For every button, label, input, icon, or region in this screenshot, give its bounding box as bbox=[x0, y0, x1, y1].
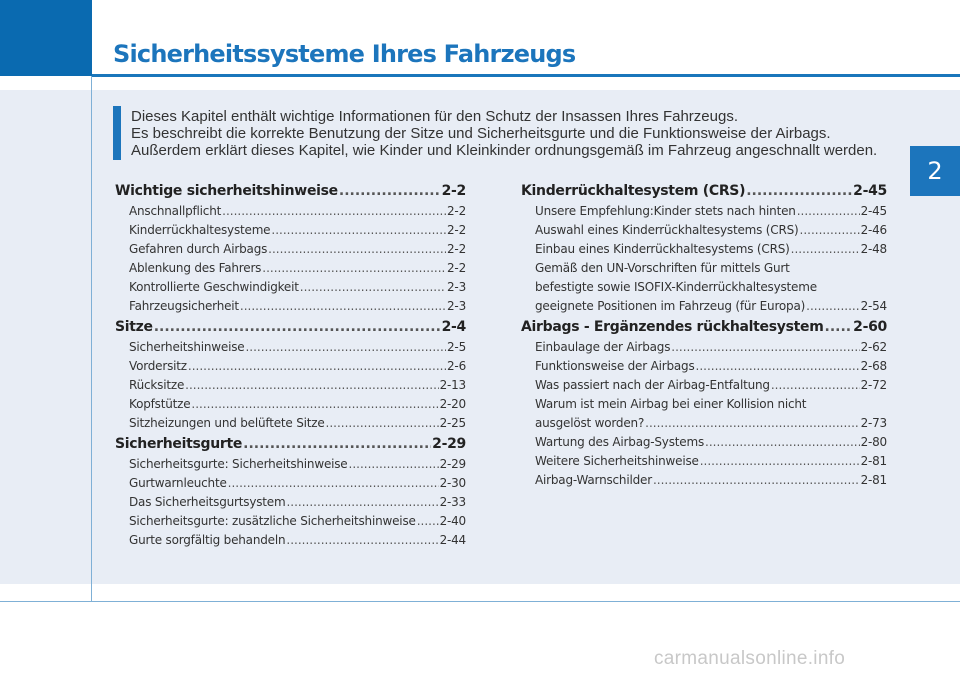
toc-item-title: Kontrollierte Geschwindigkeit bbox=[129, 280, 299, 294]
toc-page: 2-33 bbox=[439, 495, 466, 509]
left-margin-line bbox=[91, 76, 92, 602]
toc-page: 2-29 bbox=[432, 436, 466, 452]
leader-dots bbox=[797, 202, 860, 221]
toc-item[interactable] bbox=[521, 202, 887, 221]
toc-item-title: Rücksitze bbox=[129, 378, 185, 392]
leader-dots bbox=[349, 455, 439, 474]
toc-item[interactable] bbox=[115, 455, 466, 474]
toc-item-title: Unsere Empfehlung:Kinder stets nach hinten bbox=[535, 204, 796, 218]
toc-section-title: Airbags - Ergänzendes rückhaltesystem bbox=[521, 319, 824, 335]
toc-item[interactable] bbox=[521, 357, 887, 376]
leader-dots bbox=[185, 376, 438, 395]
toc-item-title: Gurte sorgfältig behandeln bbox=[129, 533, 286, 547]
toc-section-title: Sicherheitsgurte bbox=[115, 436, 243, 452]
page-title: Sicherheitssysteme Ihres Fahrzeugs bbox=[113, 40, 576, 68]
toc-page: 2-45 bbox=[853, 183, 887, 199]
toc-section[interactable] bbox=[115, 180, 466, 202]
toc-page: 2-4 bbox=[441, 319, 466, 335]
toc-column-right bbox=[521, 180, 887, 490]
toc-item-title: Auswahl eines Kinderrückhaltesystems (CRS) bbox=[535, 223, 799, 237]
toc-item-line[interactable]: Warum ist mein Airbag bei einer Kollision nicht bbox=[535, 397, 807, 411]
toc-item[interactable] bbox=[115, 240, 466, 259]
toc-page: 2-6 bbox=[447, 359, 466, 373]
toc-item[interactable] bbox=[115, 512, 466, 531]
toc-page: 2-73 bbox=[860, 416, 887, 430]
toc-item[interactable] bbox=[115, 278, 466, 297]
toc-item-title: Sicherheitshinweise bbox=[129, 340, 245, 354]
toc-item[interactable] bbox=[521, 221, 887, 240]
toc-section[interactable] bbox=[115, 433, 466, 455]
toc-item-title: Kinderrückhaltesysteme bbox=[129, 223, 271, 237]
toc-page: 2-54 bbox=[860, 299, 887, 313]
leader-dots bbox=[705, 433, 860, 452]
watermark: carmanualsonline.info bbox=[654, 648, 846, 669]
toc-item-title: ausgelöst worden? bbox=[535, 416, 645, 430]
toc-item-title: Weitere Sicherheitshinweise bbox=[535, 454, 699, 468]
toc-item[interactable] bbox=[115, 395, 466, 414]
intro-accent-bar bbox=[113, 106, 121, 160]
toc-item[interactable] bbox=[521, 240, 887, 259]
leader-dots bbox=[268, 240, 446, 259]
toc-page: 2-2 bbox=[447, 204, 466, 218]
toc-page: 2-80 bbox=[860, 435, 887, 449]
toc-item[interactable] bbox=[115, 357, 466, 376]
toc-section-title: Sitze bbox=[115, 319, 153, 335]
leader-dots bbox=[825, 316, 853, 338]
toc-item-title: Anschnallpflicht bbox=[129, 204, 222, 218]
toc-item-title: Sicherheitsgurte: zusätzliche Sicherheitshinweise bbox=[129, 514, 416, 528]
toc-page: 2-25 bbox=[439, 416, 466, 430]
toc-page: 2-48 bbox=[860, 242, 887, 256]
leader-dots bbox=[286, 493, 438, 512]
toc-page: 2-81 bbox=[860, 454, 887, 468]
footer-rule bbox=[0, 601, 960, 602]
leader-dots bbox=[154, 316, 441, 338]
toc-item[interactable] bbox=[521, 471, 887, 490]
leader-dots bbox=[653, 471, 860, 490]
toc-item-title: Funktionsweise der Airbags bbox=[535, 359, 695, 373]
toc-item-title: Das Sicherheitsgurtsystem bbox=[129, 495, 286, 509]
toc-page: 2-81 bbox=[860, 473, 887, 487]
toc-section-title: Wichtige sicherheitshinweise bbox=[115, 183, 338, 199]
leader-dots bbox=[240, 297, 446, 316]
toc-page: 2-3 bbox=[447, 280, 466, 294]
leader-dots bbox=[671, 338, 859, 357]
toc-page: 2-72 bbox=[860, 378, 887, 392]
toc-item[interactable] bbox=[115, 376, 466, 395]
toc-page: 2-2 bbox=[447, 261, 466, 275]
toc-item-title: Airbag-Warnschilder bbox=[535, 473, 652, 487]
leader-dots bbox=[300, 278, 446, 297]
toc-page: 2-46 bbox=[860, 223, 887, 237]
leader-dots bbox=[262, 259, 446, 278]
toc-item[interactable] bbox=[115, 259, 466, 278]
toc-page: 2-2 bbox=[447, 223, 466, 237]
toc-item-title: Sitzheizungen und belüftete Sitze bbox=[129, 416, 325, 430]
toc-item[interactable] bbox=[521, 414, 887, 433]
toc-page: 2-30 bbox=[439, 476, 466, 490]
toc-item-title: Gurtwarnleuchte bbox=[129, 476, 227, 490]
intro-line: Es beschreibt die korrekte Benutzung der Sitze und Sicherheitsgurte und die Funktionsweise der Airbags. bbox=[131, 125, 831, 142]
toc-item[interactable] bbox=[115, 202, 466, 221]
leader-dots bbox=[222, 202, 446, 221]
chapter-tab[interactable]: 2 bbox=[910, 146, 960, 196]
toc-item[interactable] bbox=[521, 433, 887, 452]
leader-dots bbox=[791, 240, 860, 259]
toc-item-title: Sicherheitsgurte: Sicherheitshinweise bbox=[129, 457, 348, 471]
leader-dots bbox=[746, 180, 852, 202]
toc-page: 2-29 bbox=[439, 457, 466, 471]
chapter-intro bbox=[131, 108, 882, 159]
toc-item[interactable] bbox=[115, 531, 466, 550]
leader-dots bbox=[245, 338, 446, 357]
toc-section[interactable] bbox=[115, 316, 466, 338]
toc-item-title: Vordersitz bbox=[129, 359, 187, 373]
leader-dots bbox=[700, 452, 860, 471]
toc-item-title: Einbaulage der Airbags bbox=[535, 340, 671, 354]
leader-dots bbox=[800, 221, 860, 240]
toc-section[interactable] bbox=[521, 180, 887, 202]
leader-dots bbox=[228, 474, 439, 493]
toc-item[interactable] bbox=[115, 338, 466, 357]
toc-item-title: Was passiert nach der Airbag-Entfaltung bbox=[535, 378, 770, 392]
toc-item-title: Fahrzeugsicherheit bbox=[129, 299, 239, 313]
leader-dots bbox=[339, 180, 441, 202]
toc-page: 2-44 bbox=[439, 533, 466, 547]
leader-dots bbox=[191, 395, 438, 414]
leader-dots bbox=[696, 357, 860, 376]
toc-item-title: Wartung des Airbag-Systems bbox=[535, 435, 704, 449]
toc-page: 2-62 bbox=[860, 340, 887, 354]
toc-page: 2-45 bbox=[860, 204, 887, 218]
toc-item-title: Ablenkung des Fahrers bbox=[129, 261, 262, 275]
toc-page: 2-20 bbox=[439, 397, 466, 411]
toc-page: 2-2 bbox=[447, 242, 466, 256]
toc-column-left bbox=[115, 180, 466, 550]
intro-line: Dieses Kapitel enthält wichtige Informationen für den Schutz der Insassen Ihres Fahrzeugs. bbox=[131, 108, 738, 125]
toc-item-title: Gefahren durch Airbags bbox=[129, 242, 268, 256]
leader-dots bbox=[243, 433, 431, 455]
leader-dots bbox=[286, 531, 438, 550]
toc-item-line[interactable]: Gemäß den UN-Vorschriften für mittels Gurt bbox=[535, 261, 790, 275]
leader-dots bbox=[645, 414, 859, 433]
toc-item[interactable] bbox=[521, 338, 887, 357]
corner-block bbox=[0, 0, 92, 76]
toc-item[interactable] bbox=[115, 493, 466, 512]
toc-item[interactable] bbox=[115, 297, 466, 316]
toc-page: 2-5 bbox=[447, 340, 466, 354]
toc-page: 2-13 bbox=[439, 378, 466, 392]
toc-section-title: Kinderrückhaltesystem (CRS) bbox=[521, 183, 746, 199]
toc-item-title: Kopfstütze bbox=[129, 397, 191, 411]
toc-section[interactable] bbox=[521, 316, 887, 338]
toc-item-line[interactable]: befestigte sowie ISOFIX-Kinderrückhaltesysteme bbox=[535, 280, 817, 294]
toc-page: 2-2 bbox=[441, 183, 466, 199]
toc-item[interactable] bbox=[521, 452, 887, 471]
toc-page: 2-3 bbox=[447, 299, 466, 313]
leader-dots bbox=[771, 376, 860, 395]
toc-page: 2-60 bbox=[853, 319, 887, 335]
leader-dots bbox=[806, 297, 859, 316]
toc-item-title: geeignete Positionen im Fahrzeug (für Europa) bbox=[535, 299, 806, 313]
toc-item[interactable] bbox=[521, 297, 887, 316]
toc-item[interactable] bbox=[521, 376, 887, 395]
leader-dots bbox=[271, 221, 446, 240]
toc-page: 2-68 bbox=[860, 359, 887, 373]
toc-item[interactable] bbox=[115, 221, 466, 240]
intro-line: Außerdem erklärt dieses Kapitel, wie Kinder und Kleinkinder ordnungsgemäß im Fahrzeug angeschnallt werden. bbox=[131, 142, 878, 159]
toc-page: 2-40 bbox=[439, 514, 466, 528]
toc-item[interactable] bbox=[115, 474, 466, 493]
leader-dots bbox=[326, 414, 439, 433]
toc-item[interactable] bbox=[115, 414, 466, 433]
leader-dots bbox=[417, 512, 439, 531]
header-rule bbox=[92, 74, 960, 77]
toc-item-title: Einbau eines Kinderrückhaltesystems (CRS) bbox=[535, 242, 790, 256]
leader-dots bbox=[188, 357, 446, 376]
